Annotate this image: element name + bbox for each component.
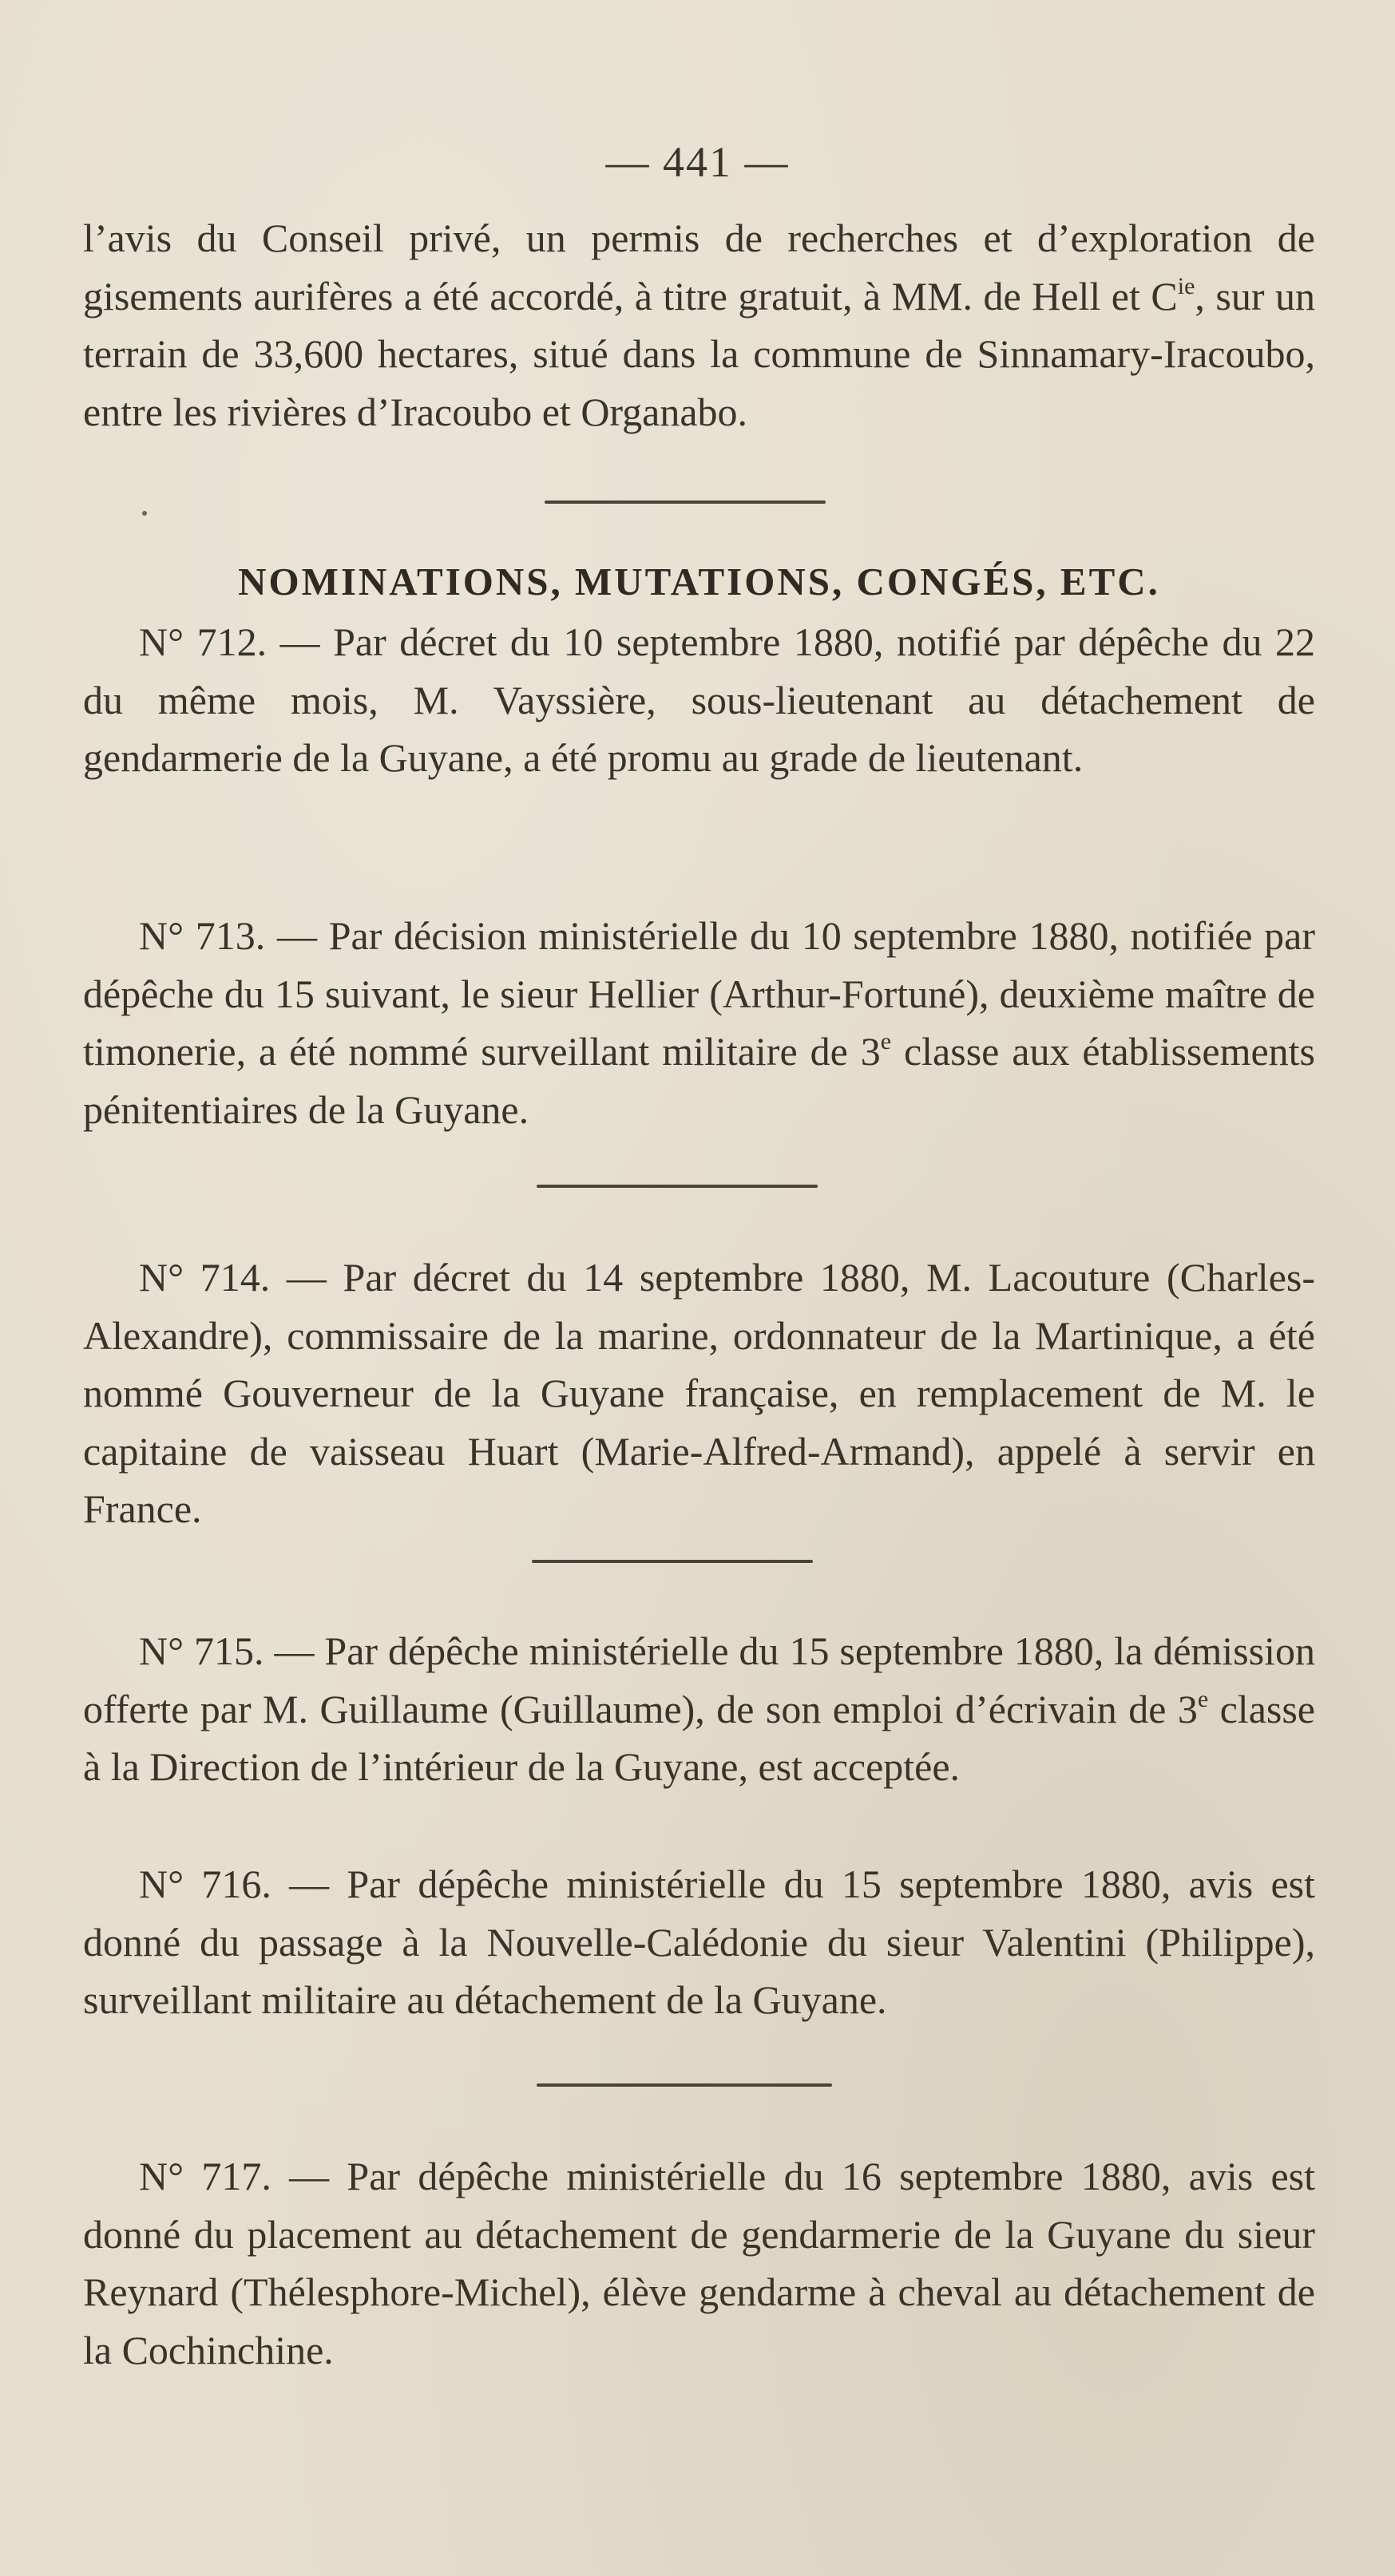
section-heading: NOMINATIONS, MUTATIONS, CONGÉS, ETC. (238, 560, 1160, 603)
intro-superscript: ie (1177, 272, 1195, 299)
entry-714-text: N° 714. — Par décret du 14 septembre 1880, M. Lacouture (Charles-Alexandre), commissaire de la marine, ordonnateur de la Martinique, a été nommé Gouverneur de la Guyane française, en remplacement de M. le capitaine de vaisseau Huart (Marie-Alfred-Armand), appelé à servir en France. (83, 1255, 1315, 1531)
entry-715-block (83, 1622, 1315, 1796)
entry-712-text: N° 712. — Par décret du 10 septembre 1880, notifié par dépêche du 22 du même mois, M. Vayssière, sous-lieutenant au détachement de gendarmerie de la Guyane, a été promu au grade de lieutenant. (83, 619, 1315, 780)
divider-rule (537, 1185, 818, 1188)
entry-715-text-part1: N° 715. — Par dépêche ministérielle du 15 septembre 1880, la démission offerte par M. Guillaume (Guillaume), de son emploi d’écrivain de 3 (83, 1628, 1315, 1731)
entry-713 (83, 907, 1315, 1138)
entry-715-superscript: e (1197, 1685, 1209, 1712)
entry-714 (83, 1248, 1315, 1538)
entry-716-block (83, 1855, 1315, 2029)
entry-713-superscript: e (880, 1028, 892, 1055)
entry-717-block (83, 2147, 1315, 2379)
entry-714-block (83, 1248, 1315, 1538)
intro-text-part2: , sur un terrain de 33,600 hectares, situé dans la commune de Sinnamary-Iracoubo, entre les rivières d’Iracoubo et Organabo. (83, 273, 1315, 434)
entry-717 (83, 2147, 1315, 2379)
entry-717-text: N° 717. — Par dépêche ministérielle du 16 septembre 1880, avis est donné du placement au détachement de gendarmerie de la Guyane du sieur Reynard (Thélesphore-Michel), élève gendarme à cheval au détachement de la Cochinchine. (83, 2154, 1315, 2372)
entry-715 (83, 1622, 1315, 1796)
divider-rule (537, 2083, 832, 2087)
page-number: — 441 — (605, 138, 790, 186)
divider-rule (532, 1560, 813, 1563)
intro-paragraph-block (83, 209, 1315, 441)
entry-713-text-part2: classe aux établissements pénitentiaires de la Guyane. (83, 1029, 1315, 1132)
entry-713-text-part1: N° 713. — Par décision ministérielle du 10 septembre 1880, notifiée par dépêche du 15 suivant, le sieur Hellier (Arthur-Fortuné), deuxième maître de timonerie, a été nommé surveillant militaire de 3 (83, 913, 1315, 1074)
entry-716 (83, 1855, 1315, 2029)
intro-paragraph (83, 209, 1315, 441)
entry-712 (83, 613, 1315, 787)
entry-713-block (83, 907, 1315, 1138)
intro-text-part1: l’avis du Conseil privé, un permis de recherches et d’exploration de gisements aurifères a été accordé, à titre gratuit, à MM. de Hell et C (83, 216, 1315, 319)
entry-715-text-part2: classe à la Direction de l’intérieur de la Guyane, est acceptée. (83, 1686, 1315, 1789)
paper-speck (142, 511, 147, 516)
entry-712-block (83, 613, 1315, 787)
divider-rule (545, 501, 826, 504)
entry-716-text: N° 716. — Par dépêche ministérielle du 15 septembre 1880, avis est donné du passage à la Nouvelle-Calédonie du sieur Valentini (Philippe), surveillant militaire au détachement de la Guyane. (83, 1862, 1315, 2022)
